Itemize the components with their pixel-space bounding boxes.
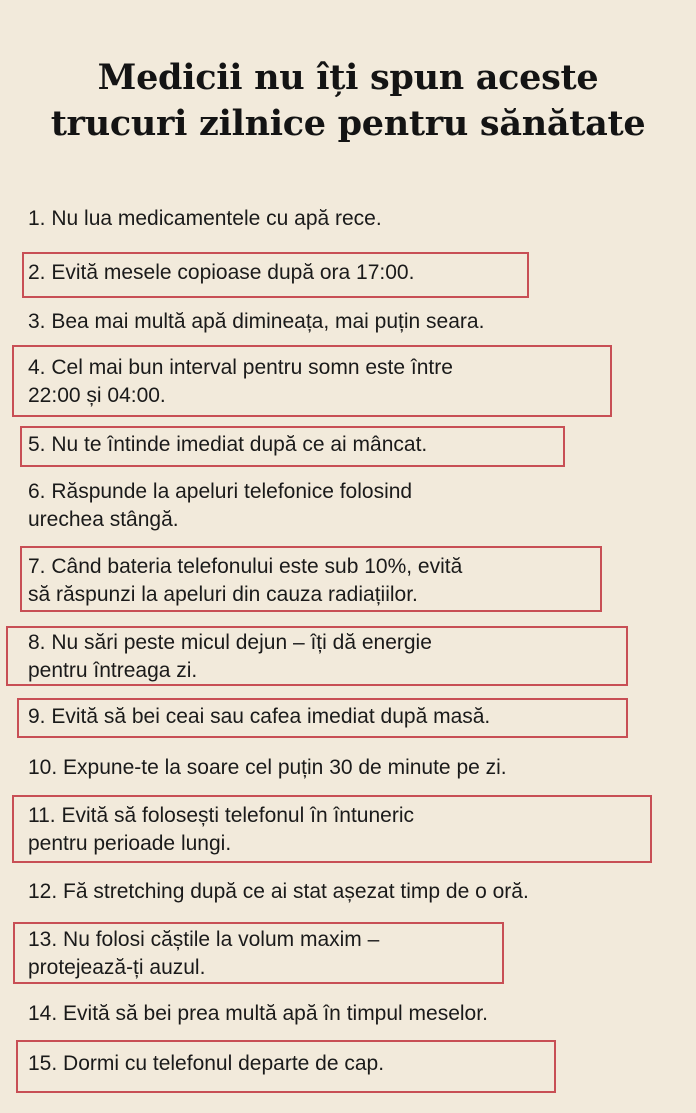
tip-line: 3. Bea mai multă apă dimineața, mai puțin seara.	[28, 310, 485, 333]
tip-line: să răspunzi la apeluri din cauza radiațiilor.	[28, 583, 418, 606]
tip-9	[28, 703, 490, 731]
tip-line: 4. Cel mai bun interval pentru somn este între	[28, 356, 453, 379]
tip-line: 13. Nu folosi căștile la volum maxim –	[28, 928, 380, 951]
tip-1	[28, 205, 382, 233]
tip-line: 1. Nu lua medicamentele cu apă rece.	[28, 207, 382, 230]
tip-line: 11. Evită să folosești telefonul în întuneric	[28, 804, 414, 827]
tip-line: 12. Fă stretching după ce ai stat așezat timp de o oră.	[28, 880, 529, 903]
tip-6	[28, 478, 412, 534]
tip-line: 2. Evită mesele copioase după ora 17:00.	[28, 261, 415, 284]
tip-line: 14. Evită să bei prea multă apă în timpul meselor.	[28, 1002, 488, 1025]
tip-line: 6. Răspunde la apeluri telefonice folosind	[28, 480, 413, 503]
tip-line: 8. Nu sări peste micul dejun – îți dă energie	[28, 631, 432, 654]
tip-line: 9. Evită să bei ceai sau cafea imediat după masă.	[28, 705, 491, 728]
tip-line: 15. Dormi cu telefonul departe de cap.	[28, 1052, 385, 1075]
tip-3	[28, 308, 484, 336]
title-line-2: trucuri zilnice pentru sănătate	[50, 103, 646, 144]
tip-13	[28, 926, 379, 982]
tip-14	[28, 1000, 488, 1028]
tip-line: urechea stângă.	[28, 508, 179, 531]
tip-line: pentru perioade lungi.	[28, 832, 232, 855]
tip-4	[28, 354, 453, 410]
tip-line: protejează-ți auzul.	[28, 956, 206, 979]
page-title	[0, 55, 696, 147]
tip-5	[28, 431, 427, 459]
tip-line: 22:00 și 04:00.	[28, 384, 166, 407]
tip-11	[28, 802, 414, 858]
tip-8	[28, 629, 432, 685]
tip-2	[28, 259, 414, 287]
tip-7	[28, 553, 462, 609]
tip-line: 10. Expune-te la soare cel puțin 30 de minute pe zi.	[28, 756, 507, 779]
tip-line: 5. Nu te întinde imediat după ce ai mâncat.	[28, 433, 428, 456]
tip-line: pentru întreaga zi.	[28, 659, 198, 682]
tip-12	[28, 878, 529, 906]
tip-15	[28, 1050, 384, 1078]
title-line-1: Medicii nu îți spun aceste	[97, 57, 599, 98]
tip-10	[28, 754, 507, 782]
tip-line: 7. Când bateria telefonului este sub 10%, evită	[28, 555, 463, 578]
